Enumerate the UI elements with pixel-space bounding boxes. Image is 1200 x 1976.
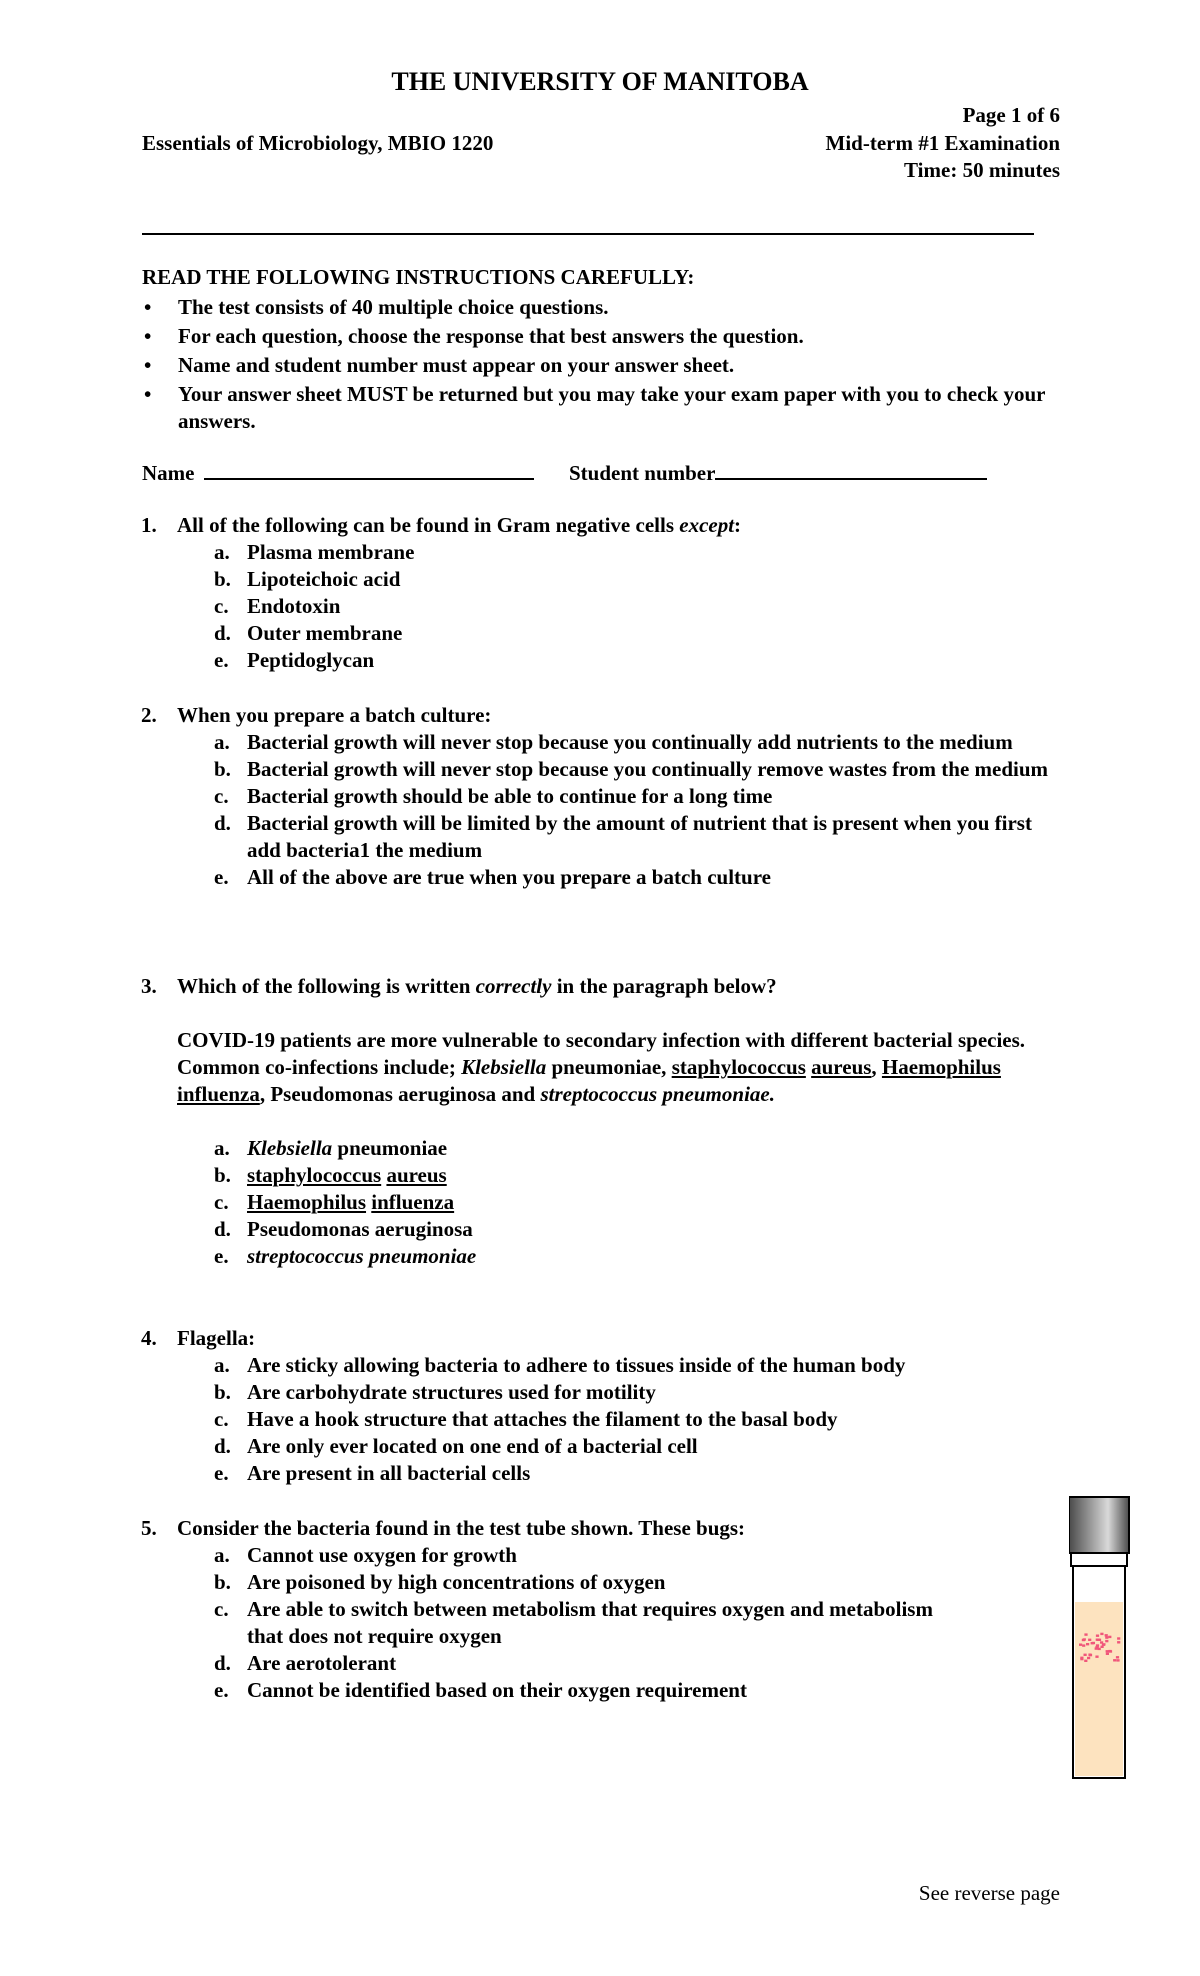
question-number: 1. — [141, 513, 157, 537]
options-list — [177, 1135, 1057, 1270]
option-text: Cannot be identified based on their oxygen requirement — [247, 1678, 747, 1702]
option-b[interactable] — [177, 756, 1057, 783]
stem-end: : — [734, 513, 742, 537]
option-a[interactable] — [177, 729, 1057, 756]
option-letter: c. — [214, 784, 229, 808]
option-d[interactable] — [177, 1650, 937, 1677]
option-e[interactable] — [177, 1460, 1057, 1487]
option-letter: a. — [214, 1543, 230, 1567]
colony-dot — [1091, 1642, 1094, 1644]
question-4 — [141, 1325, 1057, 1487]
passage-influenza: influenza — [177, 1082, 260, 1106]
instructions — [142, 264, 1052, 437]
option-text: Bacterial growth will be limited by the amount of nutrient that is present when you first add bacteria1 the medium — [247, 811, 1032, 862]
option-letter: b. — [214, 757, 231, 781]
option-letter: b. — [214, 1163, 231, 1187]
stem-text: Which of the following is written — [177, 974, 476, 998]
option-letter: e. — [214, 1678, 229, 1702]
test-tube-illustration — [1069, 1496, 1135, 1786]
option-letter: c. — [214, 1597, 229, 1621]
passage-klebsiella: Klebsiella — [461, 1055, 547, 1079]
option-b[interactable] — [177, 1379, 1057, 1406]
option-b[interactable] — [177, 566, 1057, 593]
passage-text: COVID-19 patients are more vulnerable to secondary infection with different bacterial species. Common co-infections include; — [177, 1028, 1026, 1079]
option-species: pneumoniae — [332, 1136, 448, 1160]
colony-dot — [1101, 1646, 1104, 1648]
stem-emphasis: correctly — [475, 974, 552, 998]
student-number-field[interactable] — [715, 458, 987, 480]
option-e[interactable] — [177, 1243, 1057, 1270]
option-genus: staphylococcus — [247, 1163, 382, 1187]
option-text: Are able to switch between metabolism that requires oxygen and metabolism that does not require oxygen — [247, 1597, 933, 1648]
option-e[interactable] — [177, 647, 1057, 674]
colony-dot — [1106, 1653, 1109, 1655]
option-letter: b. — [214, 1380, 231, 1404]
option-text: Have a hook structure that attaches the filament to the basal body — [247, 1407, 838, 1431]
colony-dot — [1095, 1656, 1098, 1658]
option-letter: b. — [214, 1570, 231, 1594]
option-b[interactable] — [177, 1569, 937, 1596]
option-letter: e. — [214, 1461, 229, 1485]
instruction-text: The test consists of 40 multiple choice questions. — [178, 295, 609, 319]
colony-dot — [1106, 1650, 1109, 1652]
option-text: Are aerotolerant — [247, 1651, 397, 1675]
passage-pseudomonas: , Pseudomonas aeruginosa and — [259, 1082, 536, 1106]
option-genus: Haemophilus — [247, 1190, 367, 1214]
option-text: Plasma membrane — [247, 540, 415, 564]
option-text: Endotoxin — [247, 594, 341, 618]
option-c[interactable] — [177, 1596, 937, 1650]
option-text: Bacterial growth will never stop because you continually remove wastes from the medium — [247, 757, 1049, 781]
options-list — [177, 1352, 1057, 1487]
option-a[interactable] — [177, 539, 1057, 566]
option-e[interactable] — [177, 864, 1057, 891]
colony-dot — [1105, 1636, 1108, 1638]
course-name: Essentials of Microbiology, MBIO 1220 — [142, 131, 494, 155]
colony-dot — [1088, 1654, 1091, 1656]
option-c[interactable] — [177, 1189, 1057, 1216]
option-d[interactable] — [177, 1433, 1057, 1460]
option-species: influenza — [371, 1190, 455, 1214]
option-text: Cannot use oxygen for growth — [247, 1543, 517, 1567]
option-a[interactable] — [177, 1135, 1057, 1162]
colony-dot — [1083, 1638, 1086, 1640]
instruction-item — [142, 294, 1052, 321]
page-number: Page 1 of 6 — [962, 103, 1060, 127]
exam-time: Time: 50 minutes — [904, 158, 1060, 182]
option-letter: e. — [214, 1244, 229, 1268]
option-text: Lipoteichoic acid — [247, 567, 401, 591]
option-letter: d. — [214, 1434, 231, 1458]
question-number: 3. — [141, 974, 157, 998]
option-text: Peptidoglycan — [247, 648, 375, 672]
option-letter: c. — [214, 1407, 229, 1431]
colony-dot — [1117, 1637, 1120, 1639]
passage-haemophilus: Haemophilus — [881, 1055, 1001, 1079]
passage: COVID-19 patients are more vulnerable to secondary infection with different bacterial species. Common co-infections include; Klebsiella pneumoniae, staphylococcus aureus, Haemophilus influenza, Pseudomonas aeruginosa and streptococcus pneumoniae. — [177, 1028, 1026, 1106]
option-text: Bacterial growth should be able to continue for a long time — [247, 784, 773, 808]
passage-streptococcus: streptococcus pneumoniae. — [540, 1082, 775, 1106]
option-c[interactable] — [177, 593, 1057, 620]
option-text: Are only ever located on one end of a bacterial cell — [247, 1434, 698, 1458]
question-number: 5. — [141, 1516, 157, 1540]
instruction-item — [142, 381, 1052, 435]
option-text: Pseudomonas aeruginosa — [247, 1217, 473, 1241]
instruction-text: Name and student number must appear on your answer sheet. — [178, 353, 735, 377]
colony-dot — [1084, 1633, 1087, 1635]
option-letter: e. — [214, 648, 229, 672]
option-letter: a. — [214, 730, 230, 754]
bullet-icon: • — [144, 324, 152, 348]
bullet-icon: • — [144, 353, 152, 377]
instruction-text: Your answer sheet MUST be returned but you may take your exam paper with you to check your answers. — [178, 382, 1046, 433]
instruction-item — [142, 323, 1052, 350]
colony-dot — [1096, 1644, 1099, 1646]
colony-dot — [1113, 1659, 1116, 1661]
option-letter: a. — [214, 1136, 230, 1160]
question-5 — [141, 1515, 937, 1704]
colony-dot — [1116, 1656, 1119, 1658]
options-list — [177, 539, 1057, 674]
colony-dot — [1102, 1643, 1105, 1645]
question-stem — [177, 973, 1057, 1000]
question-stem: When you prepare a batch culture: — [177, 703, 492, 727]
stem-text: All of the following can be found in Gram negative cells — [177, 513, 680, 537]
exam-name: Mid-term #1 Examination — [825, 131, 1060, 155]
colony-dot — [1080, 1658, 1083, 1660]
stem-end: in the paragraph below? — [551, 974, 777, 998]
colony-dot — [1084, 1660, 1087, 1662]
option-c[interactable] — [177, 1406, 1057, 1433]
option-a[interactable] — [177, 1542, 937, 1569]
option-letter: d. — [214, 1651, 231, 1675]
question-stem: Flagella: — [177, 1326, 256, 1350]
colony-dot — [1108, 1636, 1111, 1638]
instructions-list — [142, 294, 1052, 435]
option-genus: Klebsiella — [247, 1136, 333, 1160]
bullet-icon: • — [144, 382, 152, 406]
option-d[interactable] — [177, 810, 1057, 864]
colony-dot — [1088, 1639, 1091, 1641]
colony-dot — [1105, 1634, 1108, 1636]
footer-note: See reverse page — [918, 1881, 1060, 1905]
colony-dot — [1116, 1659, 1119, 1661]
option-text: Are present in all bacterial cells — [247, 1461, 531, 1485]
option-a[interactable] — [177, 1352, 1057, 1379]
option-text: Are sticky allowing bacteria to adhere to tissues inside of the human body — [247, 1353, 906, 1377]
name-label: Name — [142, 461, 195, 485]
colony-dot — [1087, 1657, 1090, 1659]
option-letter: b. — [214, 567, 231, 591]
option-letter: c. — [214, 594, 229, 618]
option-text: All of the above are true when you prepare a batch culture — [247, 865, 771, 889]
question-2 — [141, 702, 1057, 891]
options-list — [177, 729, 1057, 891]
instruction-item — [142, 352, 1052, 379]
option-c[interactable] — [177, 783, 1057, 810]
question-3 — [141, 973, 1057, 1270]
instructions-heading: READ THE FOLLOWING INSTRUCTIONS CAREFULLY: — [142, 265, 695, 289]
colony-dot — [1100, 1633, 1103, 1635]
passage-staphylococcus: staphylococcus — [671, 1055, 806, 1079]
colony-dot — [1117, 1641, 1120, 1643]
bullet-icon: • — [144, 295, 152, 319]
question-1 — [141, 512, 1057, 674]
colony-dot — [1096, 1635, 1099, 1637]
option-text: Bacterial growth will never stop because you continually add nutrients to the medium — [247, 730, 1013, 754]
option-b[interactable] — [177, 1162, 1057, 1189]
option-letter: a. — [214, 1353, 230, 1377]
question-stem: Consider the bacteria found in the test tube shown. These bugs: — [177, 1516, 746, 1540]
stem-emphasis: except — [679, 513, 735, 537]
option-text: streptococcus pneumoniae — [247, 1244, 477, 1268]
question-number: 4. — [141, 1326, 157, 1350]
option-species: aureus — [386, 1163, 447, 1187]
option-d[interactable] — [177, 1216, 1057, 1243]
option-letter: e. — [214, 865, 229, 889]
tube-cap — [1069, 1497, 1129, 1553]
option-letter: d. — [214, 621, 231, 645]
option-letter: d. — [214, 1217, 231, 1241]
option-letter: a. — [214, 540, 230, 564]
option-d[interactable] — [177, 620, 1057, 647]
colony-dot — [1079, 1644, 1082, 1646]
question-stem — [177, 512, 1057, 539]
instruction-text: For each question, choose the response that best answers the question. — [178, 324, 804, 348]
name-row — [142, 458, 1042, 487]
option-e[interactable] — [177, 1677, 937, 1704]
colony-dot — [1108, 1650, 1111, 1652]
colony-dot — [1086, 1643, 1089, 1645]
growth-medium — [1075, 1602, 1123, 1776]
student-number-label: Student number — [568, 461, 716, 485]
question-number: 2. — [141, 703, 157, 727]
option-text: Are poisoned by high concentrations of oxygen — [247, 1570, 666, 1594]
university-title: THE UNIVERSITY OF MANITOBA — [391, 67, 809, 96]
options-list — [177, 1542, 937, 1704]
option-letter: c. — [214, 1190, 229, 1214]
colony-dot — [1105, 1640, 1108, 1642]
passage-pneumoniae: pneumoniae, — [546, 1055, 667, 1079]
option-text: Outer membrane — [247, 621, 403, 645]
header-divider — [142, 233, 1034, 235]
colony-dot — [1097, 1639, 1100, 1641]
name-field[interactable] — [204, 458, 534, 480]
option-letter: d. — [214, 811, 231, 835]
tube-neck — [1071, 1553, 1127, 1566]
passage-aureus: aureus — [811, 1055, 872, 1079]
colony-dot — [1082, 1644, 1085, 1646]
option-text: Are carbohydrate structures used for motility — [247, 1380, 656, 1404]
colony-dot — [1084, 1654, 1087, 1656]
